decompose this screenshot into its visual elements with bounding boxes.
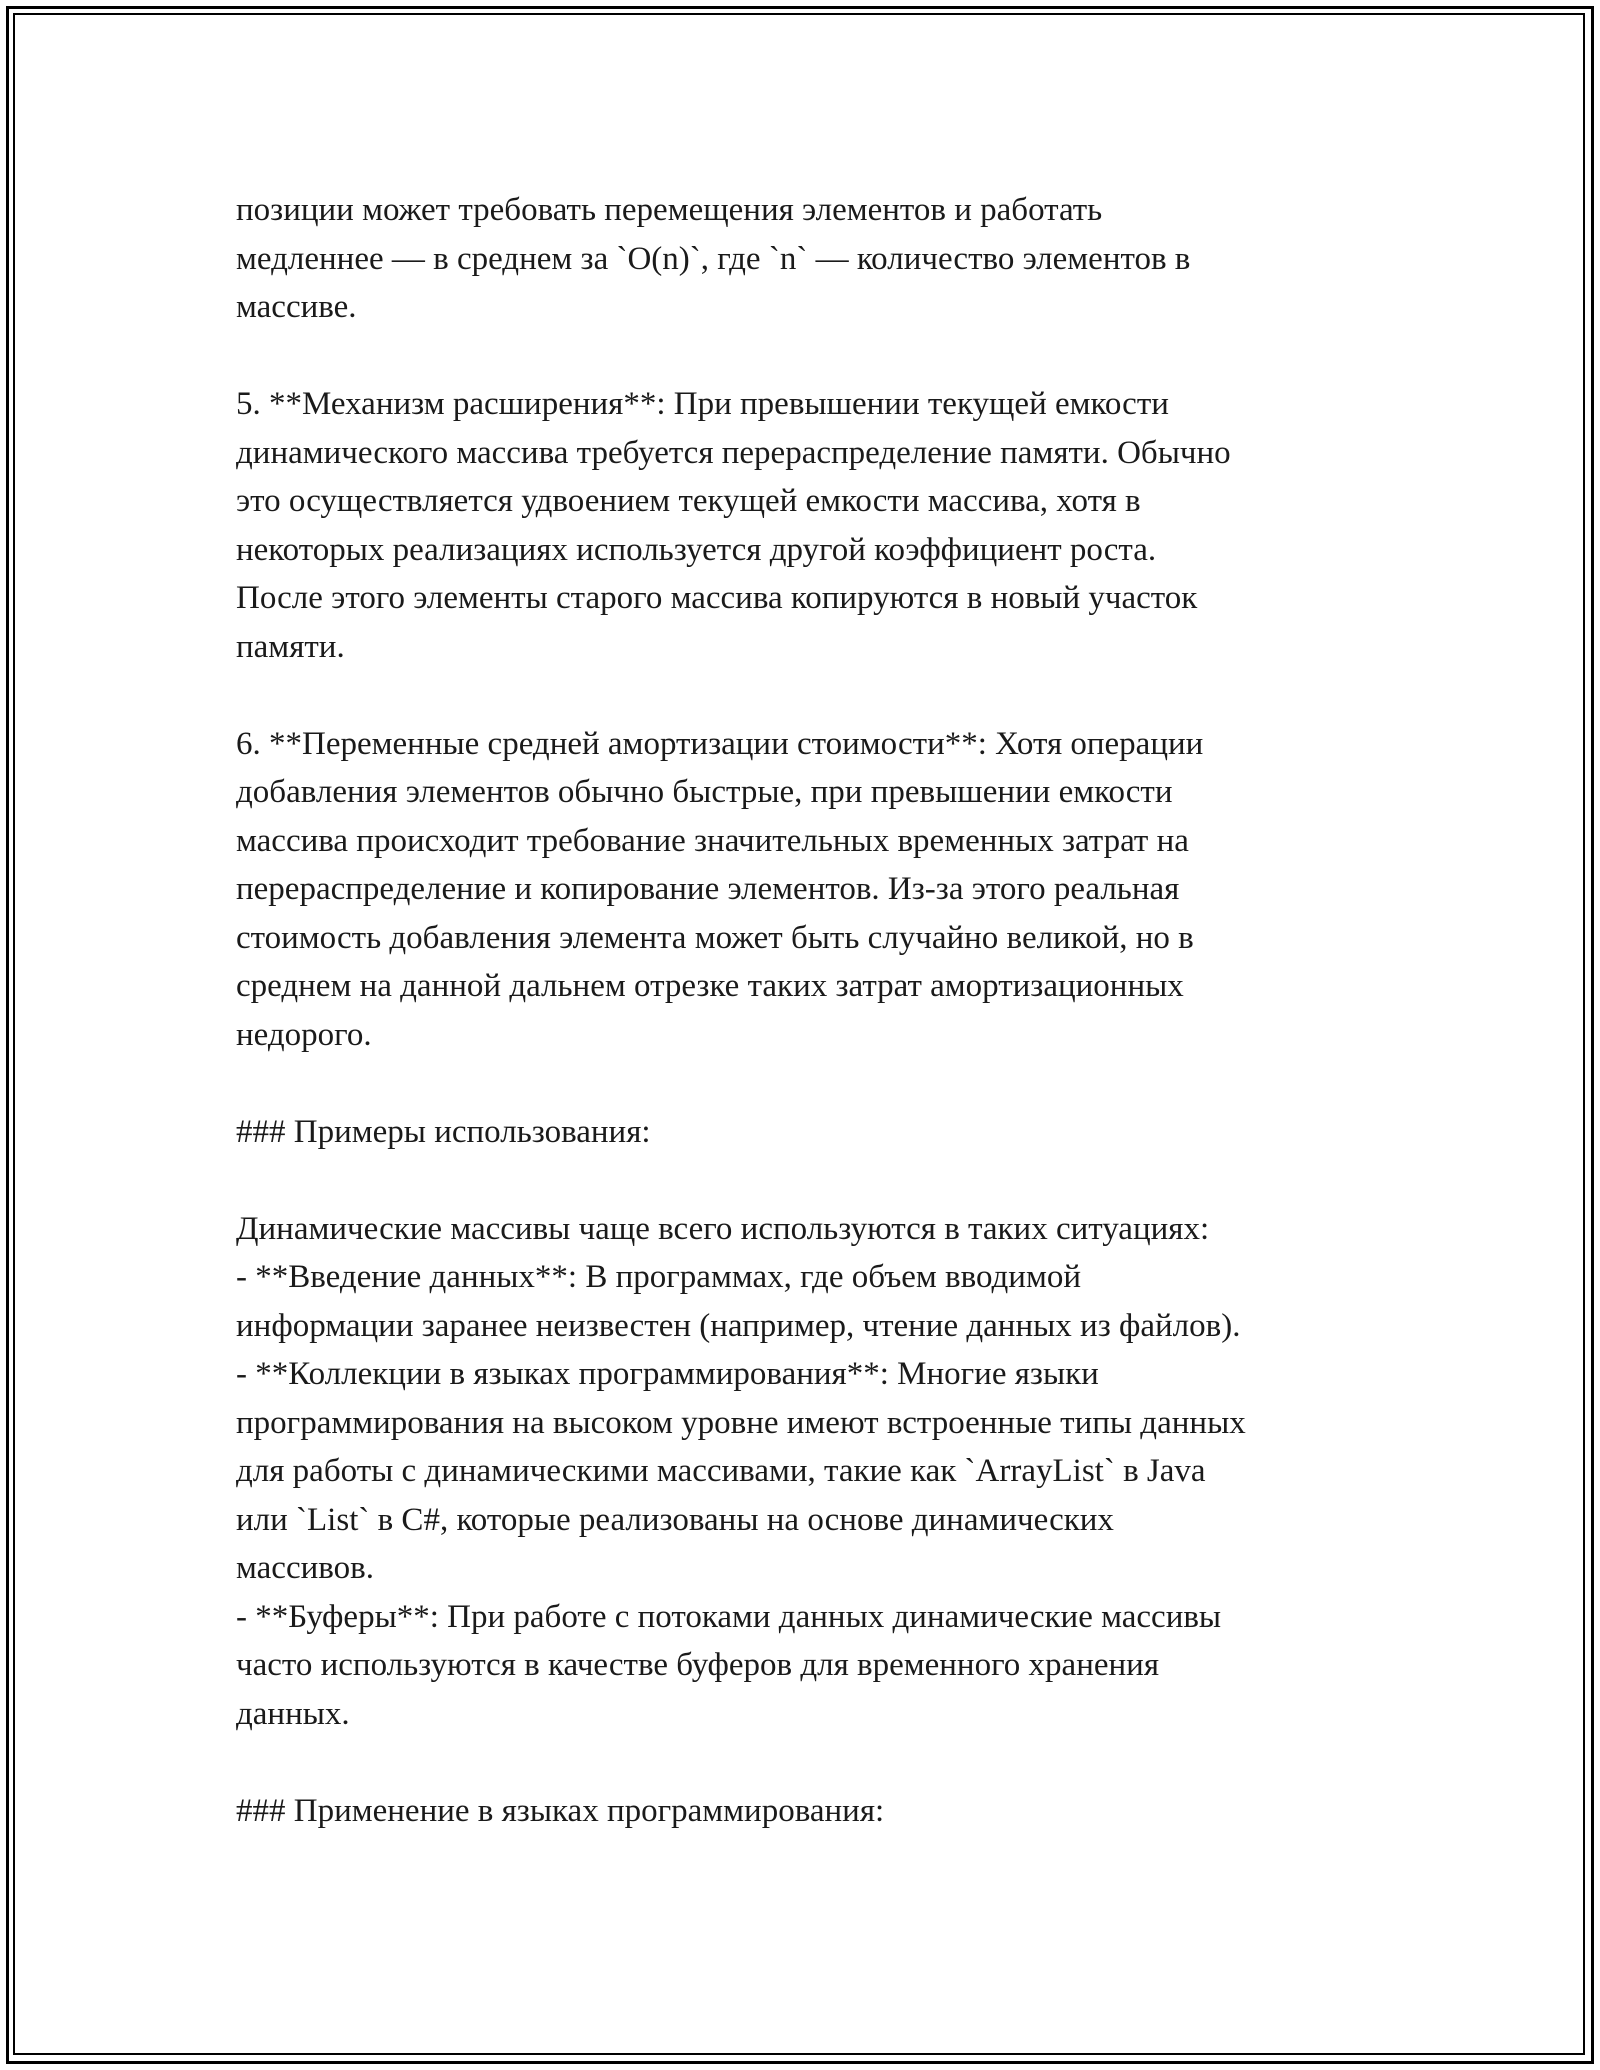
text-line: среднем на данной дальнем отрезке таких затрат амортизационных <box>236 968 1184 1004</box>
paragraph-gap <box>236 1059 1396 1108</box>
heading-text: ### Применение в языках программирования: <box>236 1792 885 1829</box>
list-item-6 <box>236 720 1396 1060</box>
text-line: - **Буферы**: При работе с потоками данных динамические массивы <box>236 1598 1222 1635</box>
text-line: стоимость добавления элемента может быть случайно великой, но в <box>236 919 1194 956</box>
text-line: массива происходит требование значительных временных затрат на <box>236 822 1189 859</box>
section-heading-examples <box>236 1108 1396 1157</box>
paragraph-continuation <box>236 186 1396 332</box>
text-line: 5. **Механизм расширения**: При превышении текущей емкости <box>236 386 1169 422</box>
text-line: некоторых реализациях используется другой коэффициент роста. <box>236 531 1157 568</box>
text-line: информации заранее неизвестен (например, чтение данных из файлов). <box>236 1307 1241 1344</box>
text-line: перераспределение и копирование элементов. Из-за этого реальная <box>236 871 1180 907</box>
text-line: данных. <box>236 1695 350 1732</box>
heading-text: ### Примеры использования: <box>236 1113 651 1150</box>
text-line: - **Введение данных**: В программах, где объем вводимой <box>236 1259 1082 1295</box>
text-line: 6. **Переменные средней амортизации стоимости**: Хотя операции <box>236 725 1204 762</box>
text-line: динамического массива требуется перераспределение памяти. Обычно <box>236 434 1231 471</box>
text-line: медленнее — в среднем за `O(n)`, где `n` — количество элементов в <box>236 240 1191 277</box>
text-line: для работы с динамическими массивами, такие как `ArrayList` в Java <box>236 1453 1206 1489</box>
text-line: памяти. <box>236 628 345 665</box>
document-body <box>236 186 1396 1835</box>
text-line: - **Коллекции в языках программирования**: Многие языки <box>236 1356 1099 1392</box>
paragraph-gap <box>236 1738 1396 1787</box>
list-item-5 <box>236 380 1396 671</box>
text-line: позиции может требовать перемещения элементов и работать <box>236 192 1103 228</box>
text-line: массиве. <box>236 289 357 325</box>
text-line: массивов. <box>236 1550 374 1586</box>
text-line: это осуществляется удвоением текущей емкости массива, хотя в <box>236 483 1141 519</box>
paragraph-gap <box>236 1156 1396 1205</box>
text-line: недорого. <box>236 1016 372 1053</box>
text-line: Динамические массивы чаще всего используются в таких ситуациях: <box>236 1210 1210 1247</box>
paragraph-gap <box>236 332 1396 381</box>
section-heading-languages <box>236 1787 1396 1836</box>
text-line: добавления элементов обычно быстрые, при превышении емкости <box>236 774 1173 810</box>
text-line: программирования на высоком уровне имеют встроенные типы данных <box>236 1404 1246 1441</box>
text-line: часто используются в качестве буферов для временного хранения <box>236 1647 1160 1683</box>
paragraph-gap <box>236 671 1396 720</box>
text-line: или `List` в C#, которые реализованы на основе динамических <box>236 1501 1114 1538</box>
examples-list <box>236 1205 1396 1739</box>
text-line: После этого элементы старого массива копируются в новый участок <box>236 580 1198 616</box>
